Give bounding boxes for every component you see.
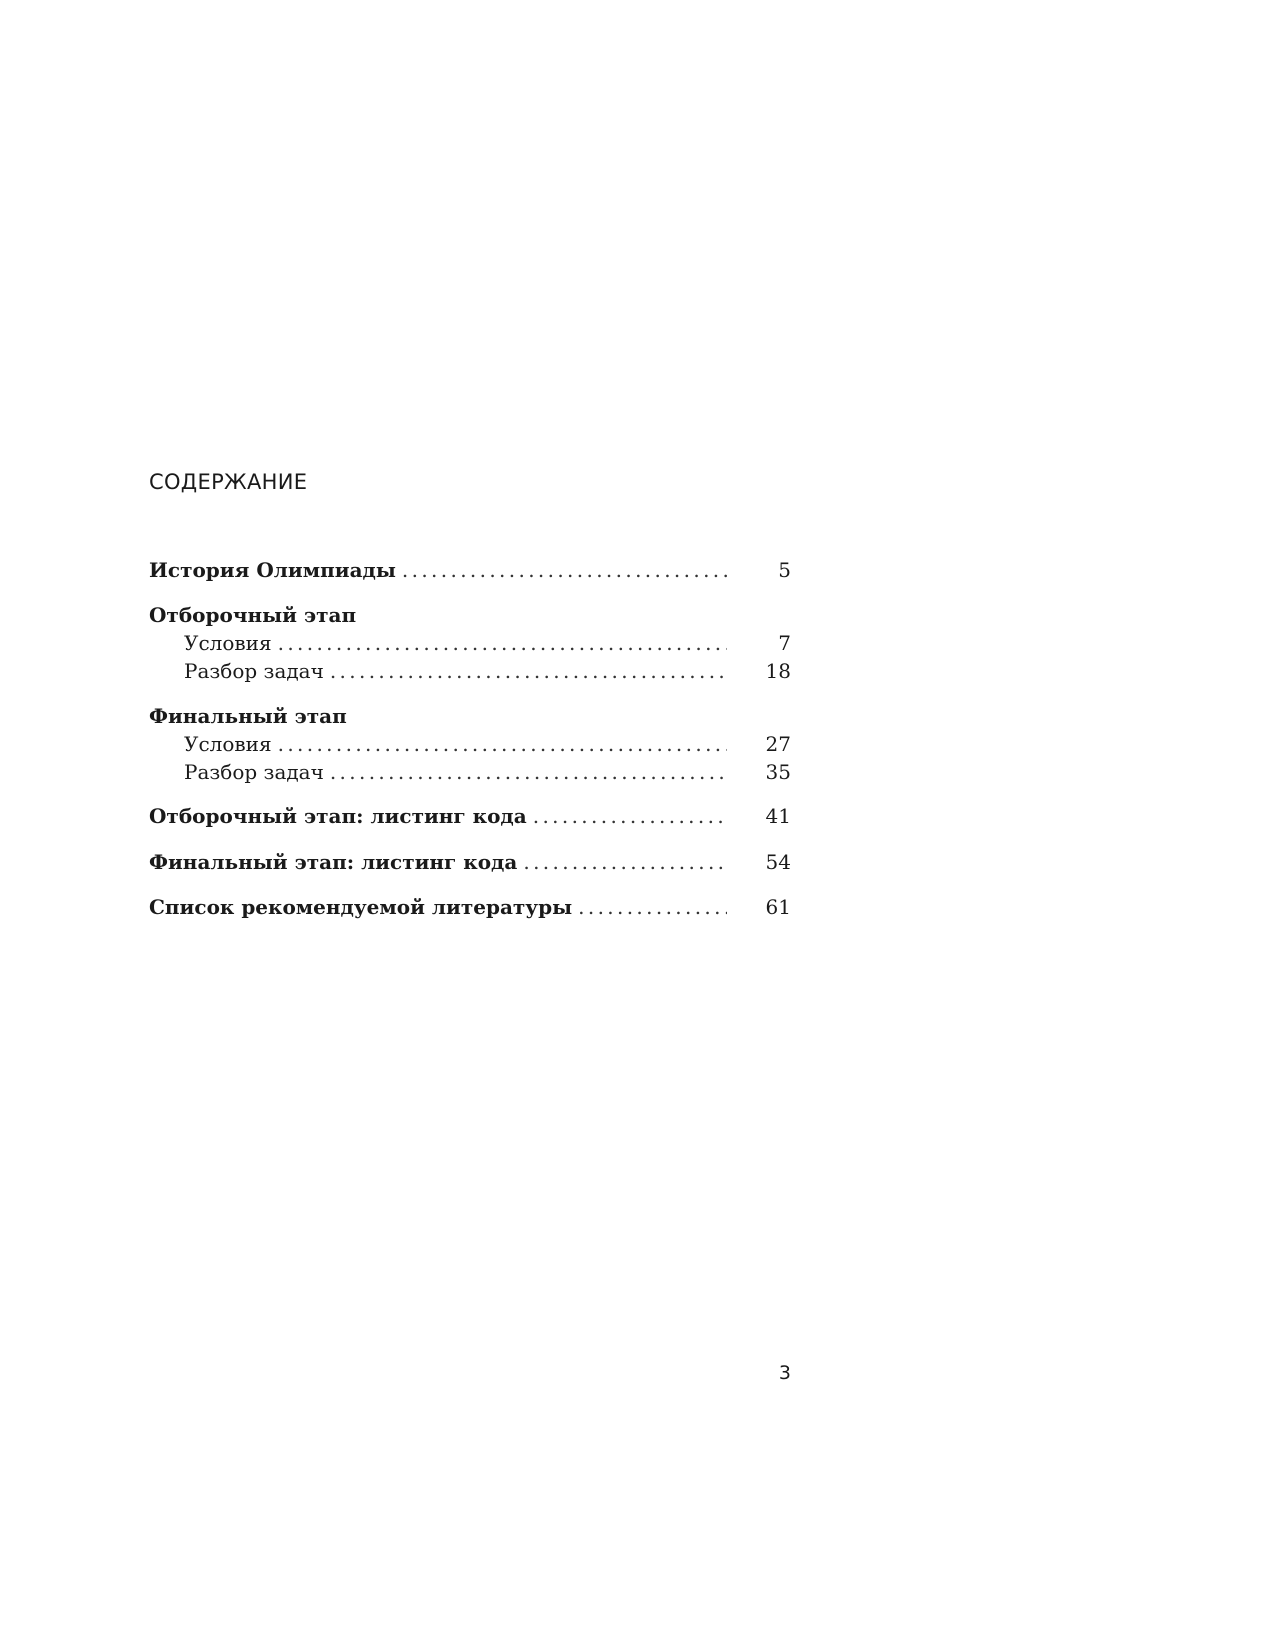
- toc-entry-page: 54: [765, 850, 791, 874]
- toc-dot-leader: [523, 848, 727, 876]
- toc-dot-leader: [278, 730, 727, 758]
- toc-entry-label: Условия: [184, 732, 272, 756]
- toc-entry-page: 41: [765, 804, 791, 828]
- toc-subentry[interactable]: [149, 758, 791, 786]
- toc-entry-page: 18: [765, 659, 791, 683]
- toc-entry-page: 35: [765, 760, 791, 784]
- toc-dot-leader: [402, 556, 727, 584]
- toc-entry-page: 7: [778, 631, 791, 655]
- toc-subentry[interactable]: [149, 657, 791, 685]
- toc-subentry[interactable]: [149, 730, 791, 758]
- toc-entry-label: Отборочный этап: листинг кода: [149, 804, 527, 828]
- toc-dot-leader: [330, 657, 727, 685]
- toc-entry[interactable]: [149, 893, 791, 921]
- toc-entry[interactable]: [149, 601, 791, 629]
- toc-dot-leader: [578, 893, 727, 921]
- toc-dot-leader: [278, 629, 727, 657]
- toc-entry-label: Отборочный этап: [149, 603, 357, 627]
- toc-entry[interactable]: [149, 556, 791, 584]
- toc-entry-label: Условия: [184, 631, 272, 655]
- toc-entry-page: 61: [765, 895, 791, 919]
- toc-entry-label: Финальный этап: [149, 704, 347, 728]
- toc-entry-label: Финальный этап: листинг кода: [149, 850, 518, 874]
- toc-entry-label: Разбор задач: [184, 760, 324, 784]
- toc-entry[interactable]: [149, 702, 791, 730]
- toc-entry-label: История Олимпиады: [149, 558, 396, 582]
- toc-subentry[interactable]: [149, 629, 791, 657]
- toc-entry-page: 5: [778, 558, 791, 582]
- toc-entry-page: 27: [765, 732, 791, 756]
- toc-entry-label: Разбор задач: [184, 659, 324, 683]
- toc-entry-label: Список рекомендуемой литературы: [149, 895, 573, 919]
- page-number: 3: [778, 1362, 791, 1384]
- toc-entry[interactable]: [149, 848, 791, 876]
- toc-dot-leader: [533, 802, 727, 830]
- toc-entry[interactable]: [149, 802, 791, 830]
- toc-heading: СОДЕРЖАНИЕ: [149, 470, 308, 494]
- toc-dot-leader: [330, 758, 727, 786]
